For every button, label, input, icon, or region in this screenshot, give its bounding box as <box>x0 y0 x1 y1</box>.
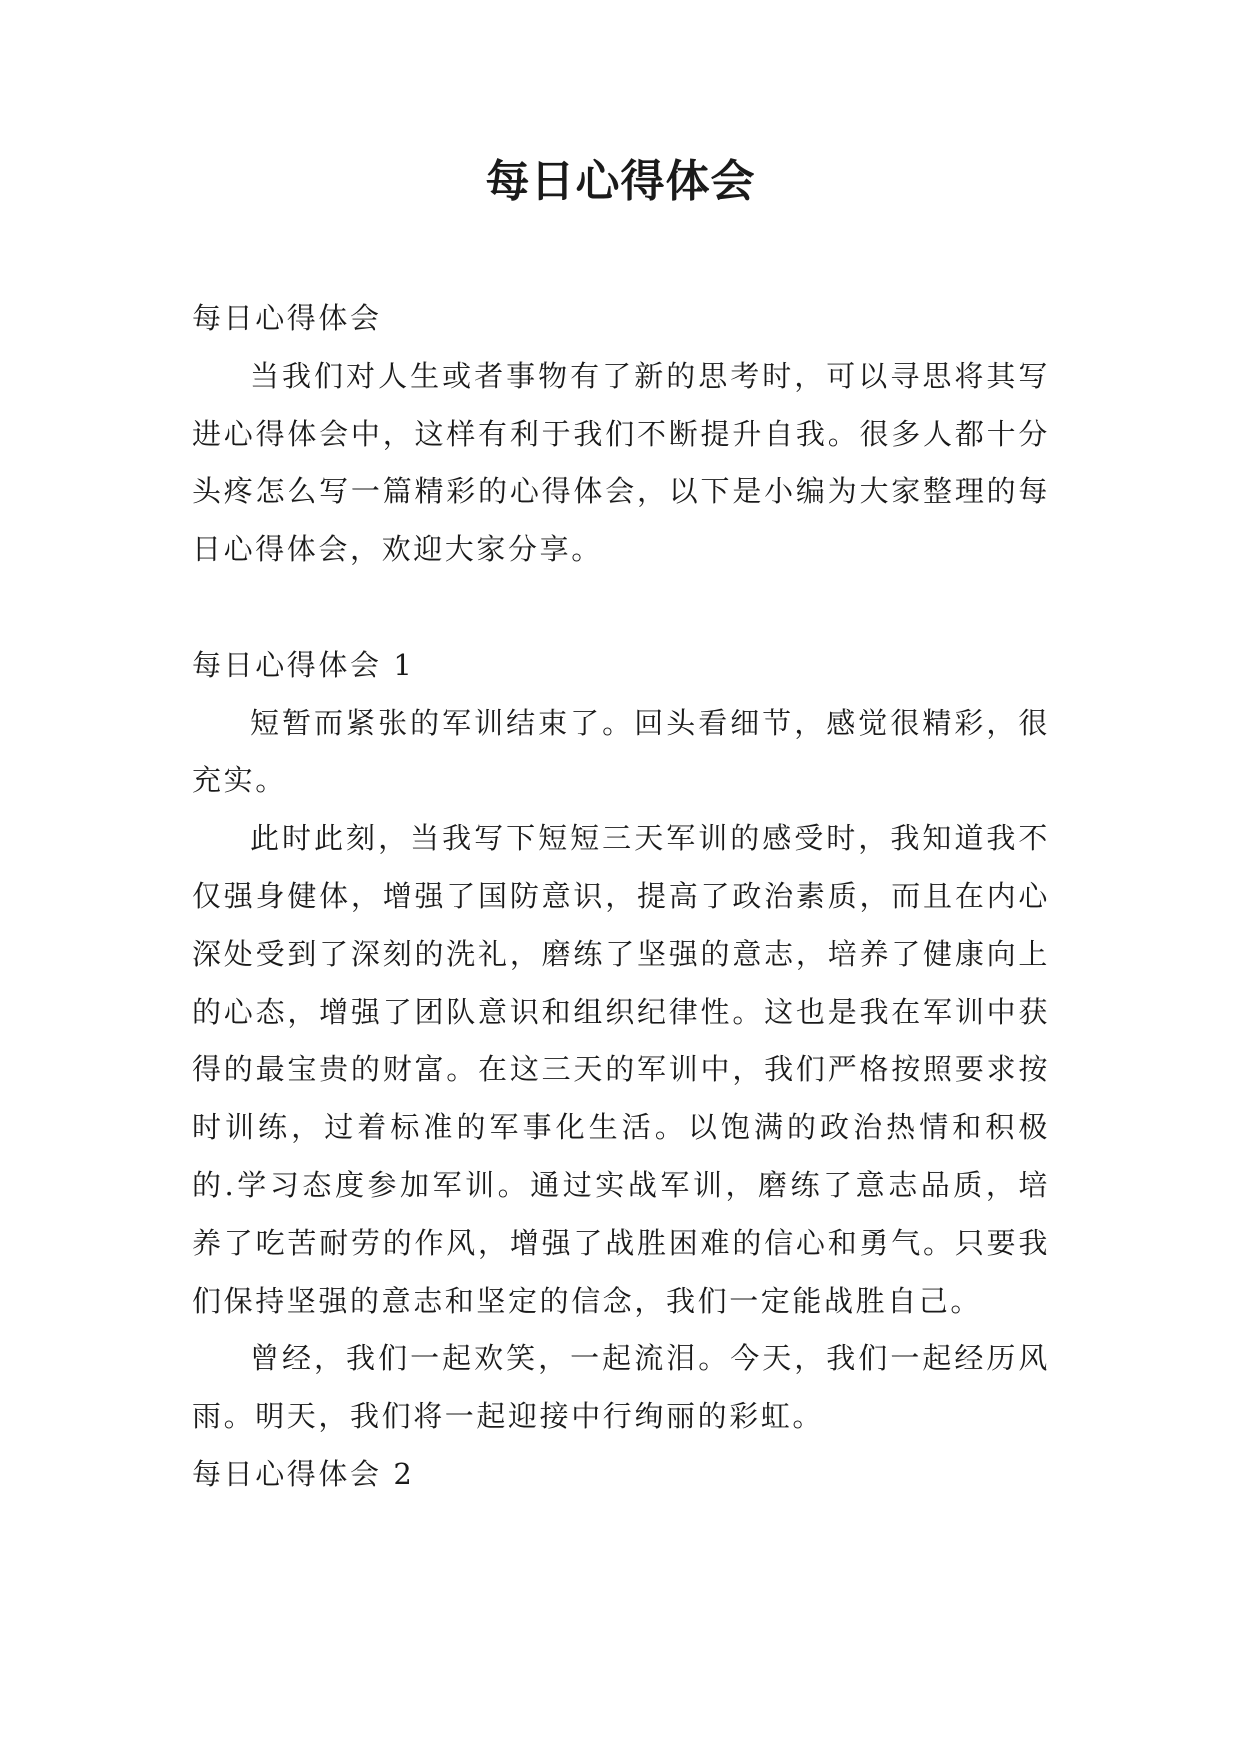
section-1-heading: 每日心得体会 1 <box>192 647 415 682</box>
document-body <box>192 290 1050 1504</box>
section-1-paragraph-1: 短暂而紧张的军训结束了。回头看细节，感觉很精彩，很充实。 <box>192 705 1050 798</box>
intro-heading: 每日心得体会 <box>192 301 382 335</box>
section-1-paragraph-2: 此时此刻，当我写下短短三天军训的感受时，我知道我不仅强身健体，增强了国防意识，提高了政治素质，而且在内心深处受到了深刻的洗礼，磨练了坚强的意志，培养了健康向上的心态，增强了团队意识和组织纪律性。这也是我在军训中获得的最宝贵的财富。在这三天的军训中，我们严格按照要求按时训练，过着标准的军事化生活。以饱满的政治热情和积极的.学习态度参加军训。通过实战军训，磨练了意志品质，培养了吃苦耐劳的作风，增强了战胜困难的信心和勇气。只要我们保持坚强的意志和坚定的信念，我们一定能战胜自己。 <box>192 821 1050 1318</box>
section-1-paragraph-3: 曾经，我们一起欢笑，一起流泪。今天，我们一起经历风雨。明天，我们将一起迎接中行绚丽的彩虹。 <box>192 1341 1050 1434</box>
section-spacer <box>192 579 1050 637</box>
document-title: 每日心得体会 <box>485 156 756 207</box>
section-2-heading: 每日心得体会 2 <box>192 1456 415 1491</box>
intro-paragraph: 当我们对人生或者事物有了新的思考时，可以寻思将其写进心得体会中，这样有利于我们不断提升自我。很多人都十分头疼怎么写一篇精彩的心得体会，以下是小编为大家整理的每日心得体会，欢迎大家分享。 <box>192 358 1050 567</box>
